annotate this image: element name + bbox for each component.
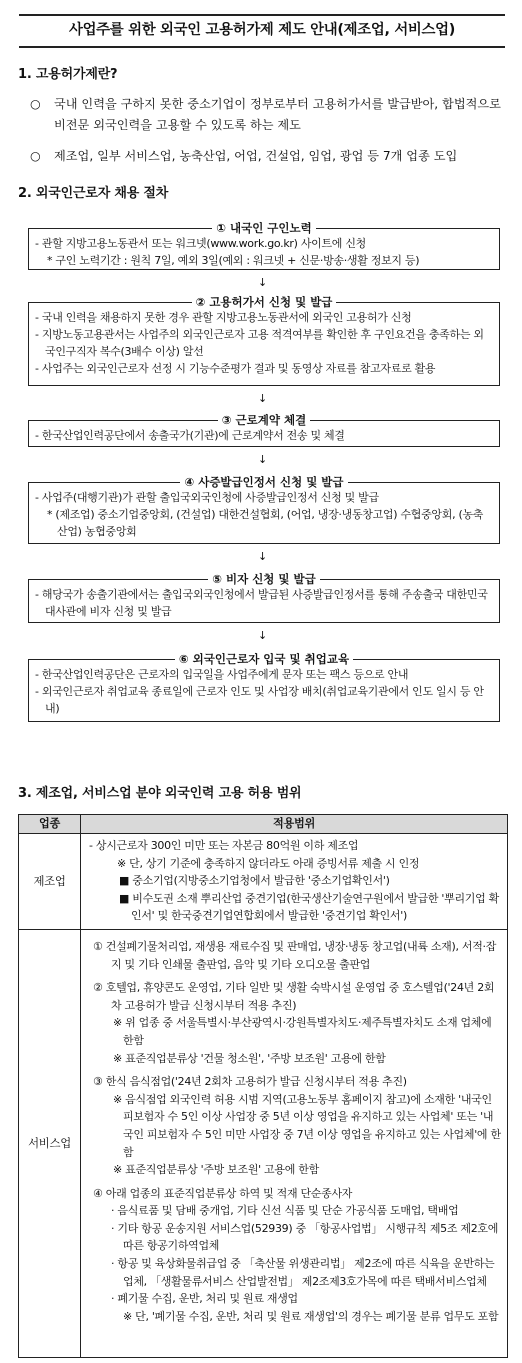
step-box-4: [28, 475, 500, 544]
scope-item: ■ 비수도권 소재 뿌리산업 중견기업(한국생산기술연구원에서 발급한 '뿌리기업 확인서' 및 한국중견기업연합회에서 발급한 '중견기업 확인서'): [119, 891, 499, 923]
scope-note: ※ 단, 상기 기준에 충족하지 않더라도 아래 증빙서류 제출 시 인정: [117, 856, 420, 870]
section1-bullet: [30, 94, 508, 135]
scope-subitem: · 기타 항공 운송지원 서비스업(52939) 중 「항공사업법」 시행규칙 제5조 제2호에 따른 항공기하역업체: [111, 1221, 499, 1253]
step-title: ④ 사증발급인정서 신청 및 발급: [180, 475, 347, 489]
table-row: [19, 929, 508, 1357]
step-line: - 한국산업인력공단은 근로자의 입국일을 사업주에게 문자 또는 팩스 등으로 안내: [35, 668, 409, 681]
scope-subitem: · 항공 및 육상화물취급업 중 「축산물 위생관리법」 제2조에 따른 식육을 운반하는 업체, 「생활물류서비스 산업발전법」 제2조제3호가목에 따른 택배서비스업체: [111, 1257, 495, 1288]
step-line: - 국내 인력을 채용하지 못한 경우 관할 지방고용노동관서에 외국인 고용허가 신청: [35, 311, 412, 324]
step-line: - 관할 지방고용노동관서 또는 워크넷(www.work.go.kr) 사이트에 신청: [35, 237, 366, 250]
step-line: - 사업주(대행기관)가 관할 출입국외국인청에 사증발급인정서 신청 및 발급: [35, 491, 379, 504]
section1-heading: 1. 고용허가제란?: [18, 67, 118, 82]
step-line: - 한국산업인력공단에서 송출국가(기관)에 근로계약서 전송 및 체결: [35, 429, 345, 442]
step-line: * 구인 노력기간 : 원칙 7일, 예외 3일(예외 : 워크넷 + 신문·방송·생활 정보지 등): [47, 254, 420, 268]
step-box-2: [28, 295, 500, 386]
step-line: - 지방노동고용관서는 사업주의 외국인근로자 고용 적격여부를 확인한 후 구인요건을 충족하는 외국인구직자 복수(3배수 이상) 알선: [35, 328, 484, 359]
step-box-6: [28, 652, 500, 722]
scope-item: ③ 한식 음식점업('24년 2회차 고용허가 발급 신청시부터 적용 추진): [93, 1075, 407, 1089]
step-line: - 외국인근로자 취업교육 종료일에 근로자 인도 및 사업장 배치(취업교육기관에서 인도 일시 등 안내): [35, 685, 484, 716]
flow-arrow: ↓: [258, 550, 268, 563]
step-title: ⑥ 외국인근로자 입국 및 취업교육: [175, 652, 353, 666]
table-row: [19, 834, 508, 930]
scope-item: ■ 중소기업(지방중소기업청에서 발급한 '중소기업확인서'): [119, 874, 390, 888]
step-box-3: [28, 413, 500, 447]
step-title: ③ 근로계약 체결: [218, 413, 310, 427]
bullet-marker: ○: [30, 97, 41, 111]
step-title: ⑤ 비자 신청 및 발급: [208, 572, 320, 586]
scope-note: ※ 음식점업 외국인력 허용 시범 지역(고용노동부 홈페이지 참고)에 소재한 '내국인 피보험자 수 5인 이상 사업장 중 5년 이상 영업을 유지하고 있는 사업체' 또는 '내국인 피보험자 수 5인 미만 사업장 중 7년 이상 영업을 유지하고 있는 사업체'에 한함: [113, 1092, 501, 1159]
section3-heading: 3. 제조업, 서비스업 분야 외국인력 고용 허용 범위: [18, 786, 302, 801]
scope-item: ④ 아래 업종의 표준직업분류상 하역 및 적재 단순종사자: [93, 1186, 353, 1200]
section1-bullet: [30, 146, 508, 167]
table-header-category: 업종: [19, 815, 81, 834]
scope-note: ※ 표준직업분류상 '주방 보조원' 고용에 한함: [113, 1163, 319, 1177]
scope-item: ② 호텔업, 휴양콘도 운영업, 기타 일반 및 생활 숙박시설 운영업 중 호스텔업('24년 2회차 고용허가 발급 신청시부터 적용 추진): [93, 981, 495, 1012]
flow-arrow: ↓: [258, 276, 268, 289]
table-header-scope: 적용범위: [81, 815, 508, 834]
step-line: - 사업주는 외국인근로자 선정 시 기능수준평가 결과 및 동영상 자료를 참고자료로 활용: [35, 362, 436, 376]
scope-note: ※ 단, '폐기물 수집, 운반, 처리 및 원료 재생업'의 경우는 폐기물 분류 업무도 포함: [123, 1309, 499, 1323]
step-title: ② 고용허가서 신청 및 발급: [192, 295, 337, 309]
page-title: 사업주를 위한 외국인 고용허가제 제도 안내(제조업, 서비스업): [19, 14, 505, 48]
step-box-1: [28, 221, 500, 270]
bullet-marker: ○: [30, 149, 41, 163]
category-manufacturing: 제조업: [19, 834, 81, 930]
flow-arrow: ↓: [258, 629, 268, 642]
scope-note: ※ 표준직업분류상 '건물 청소원', '주방 보조원' 고용에 한함: [113, 1051, 386, 1065]
scope-subitem: · 폐기물 수집, 운반, 처리 및 원료 재생업: [111, 1292, 298, 1306]
bullet-text: 제조업, 일부 서비스업, 농축산업, 어업, 건설업, 임업, 광업 등 7개 업종 도입: [54, 149, 458, 163]
scope-line: - 상시근로자 300인 미만 또는 자본금 80억원 이하 제조업: [89, 839, 359, 852]
category-service: 서비스업: [19, 929, 81, 1357]
scope-table: [18, 814, 508, 1358]
scope-note: ※ 위 업종 중 서울특별시·부산광역시·강원특별자치도·제주특별자치도 소재 업체에 한함: [113, 1016, 492, 1047]
scope-subitem: · 음식료품 및 담배 중개업, 기타 신선 식품 및 단순 가공식품 도매업, 택배업: [111, 1204, 459, 1218]
section2-heading: 2. 외국인근로자 채용 절차: [18, 186, 169, 201]
step-line: * (제조업) 중소기업중앙회, (건설업) 대한건설협회, (어업, 냉장·냉동창고업) 수협중앙회, (농축산업) 농협중앙회: [47, 508, 484, 539]
flow-arrow: ↓: [258, 453, 268, 466]
step-box-5: [28, 572, 500, 623]
step-title: ① 내국인 구인노력: [212, 221, 316, 235]
bullet-text: 국내 인력을 구하지 못한 중소기업이 정부로부터 고용허가서를 발급받아, 합법적으로 비전문 외국인력을 고용할 수 있도록 하는 제도: [54, 97, 501, 132]
scope-item: ① 건설폐기물처리업, 재생용 재료수집 및 판매업, 냉장·냉동 창고업(내륙 소재), 서적·잡지 및 기타 인쇄물 출판업, 음악 및 기타 오디오물 출판업: [93, 939, 497, 971]
step-line: - 해당국가 송출기관에서는 출입국외국인청에서 발급된 사증발급인정서를 통해 주송출국 대한민국 대사관에 비자 신청 및 발급: [35, 588, 488, 619]
flow-arrow: ↓: [258, 392, 268, 405]
